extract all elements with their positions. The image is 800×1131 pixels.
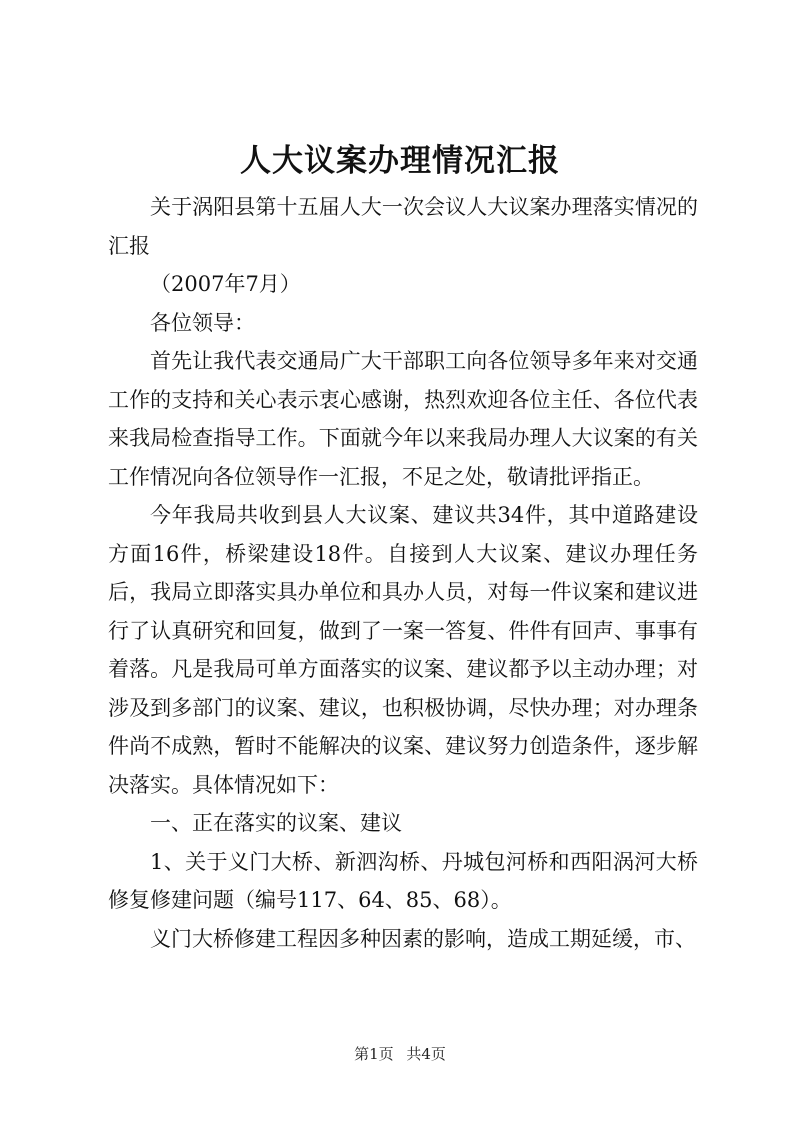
paragraph-intro: 首先让我代表交通局广大干部职工向各位领导多年来对交通工作的支持和关心表示衷心感谢，热烈欢迎各位主任、各位代表来我局检查指导工作。下面就今年以来我局办理人大议案的有关工作情况向各位领导作一汇报，不足之处，敬请批评指正。 bbox=[108, 349, 698, 489]
item-heading: 1、关于义门大桥、新泗沟桥、丹城包河桥和西阳涡河大桥修复修建问题（编号117、64、85、68）。 bbox=[108, 849, 698, 912]
document-title: 人大议案办理情况汇报 bbox=[240, 143, 560, 179]
page-number: 第1页 bbox=[354, 1045, 394, 1063]
salutation: 各位领导： bbox=[150, 310, 255, 335]
paragraph-detail: 义门大桥修建工程因多种因素的影响，造成工期延缓，市、 bbox=[150, 926, 696, 951]
document-date: （2007年7月） bbox=[150, 272, 301, 296]
document-subtitle: 关于涡阳县第十五届人大一次会议人大议案办理落实情况的汇报 bbox=[108, 195, 698, 258]
document-body bbox=[108, 188, 698, 958]
page-footer bbox=[0, 1044, 800, 1064]
paragraph-summary: 今年我局共收到县人大议案、建议共34件，其中道路建设方面16件，桥梁建设18件。自接到人大议案、建议办理任务后，我局立即落实具办单位和具办人员，对每一件议案和建议进行了认真研究和回复，做到了一案一答复、件件有回声、事事有着落。凡是我局可单方面落实的议案、建议都予以主动办理；对涉及到多部门的议案、建议，也积极协调，尽快办理；对办理条件尚不成熟，暂时不能解决的议案、建议努力创造条件，逐步解决落实。具体情况如下： bbox=[108, 503, 698, 797]
page-total: 共4页 bbox=[406, 1045, 446, 1063]
section-heading: 一、正在落实的议案、建议 bbox=[150, 811, 402, 835]
